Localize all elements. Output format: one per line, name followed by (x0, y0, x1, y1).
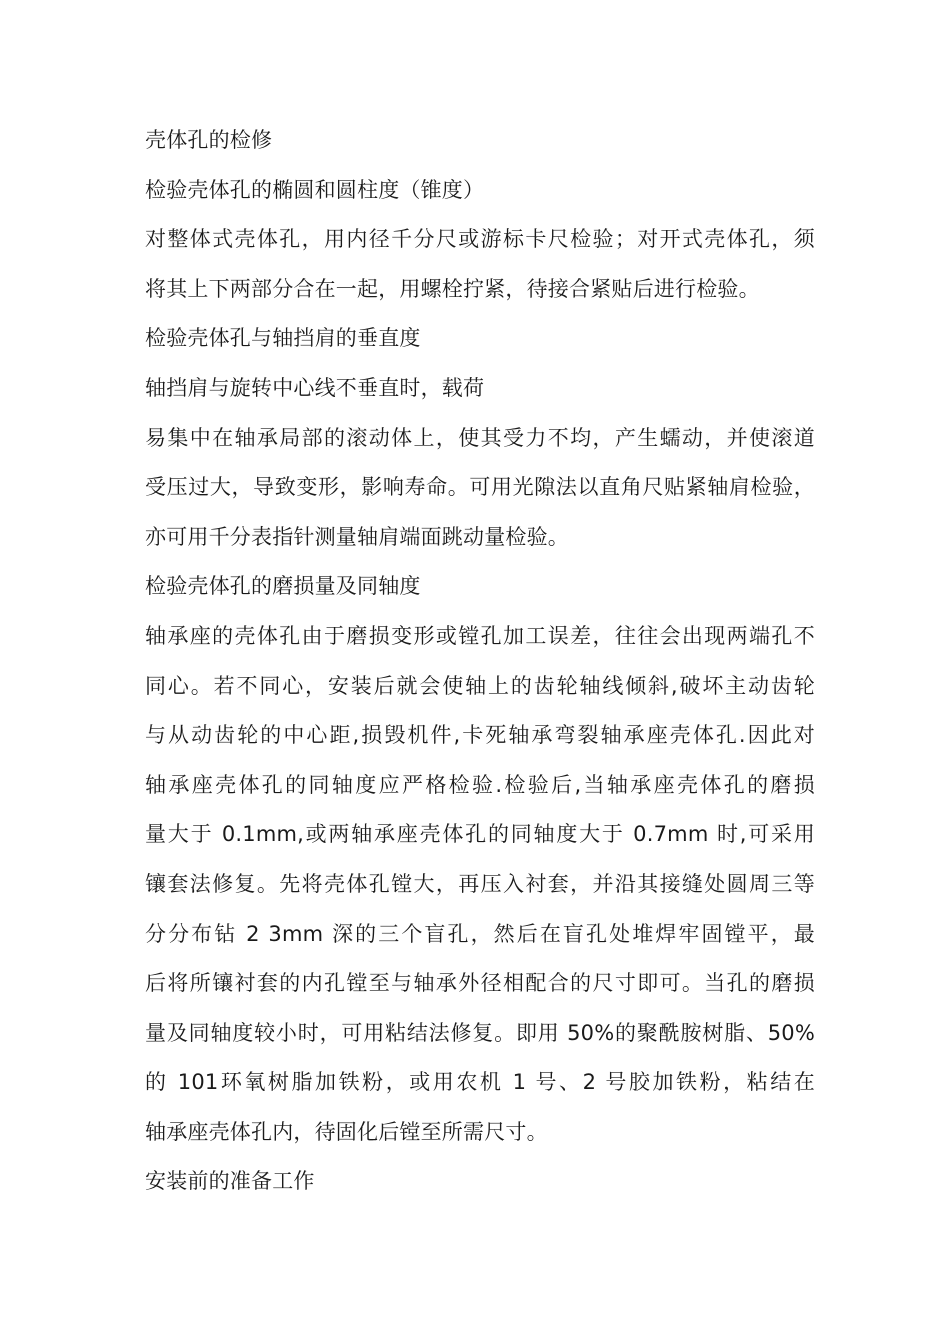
paragraph-line: 同心。若不同心，安装后就会使轴上的齿轮轴线倾斜,破坏主动齿轮 (145, 673, 815, 698)
paragraph-line: 量大于 0.1mm,或两轴承座壳体孔的同轴度大于 0.7mm 时,可采用 (145, 822, 815, 847)
paragraph-line: 的 101环氧树脂加铁粉，或用农机 1 号、2 号胶加铁粉，粘结在 (145, 1070, 815, 1095)
paragraph-line: 轴承座壳体孔的同轴度应严格检验.检验后,当轴承座壳体孔的磨损 (145, 772, 815, 797)
paragraph-line: 分分布钻 2 3mm 深的三个盲孔，然后在盲孔处堆焊牢固镗平，最 (145, 921, 815, 946)
paragraph-line: 轴挡肩与旋转中心线不垂直时，载荷 (145, 375, 485, 400)
paragraph-line: 量及同轴度较小时，可用粘结法修复。即用 50%的聚酰胺树脂、50% (145, 1020, 815, 1045)
subheading-perpendicularity: 检验壳体孔与轴挡肩的垂直度 (145, 326, 421, 351)
paragraph-line: 后将所镶衬套的内孔镗至与轴承外径相配合的尺寸即可。当孔的磨损 (145, 971, 815, 996)
paragraph-line: 轴承座壳体孔内，待固化后镗至所需尺寸。 (145, 1119, 548, 1144)
section-heading-housing-bore-repair: 壳体孔的检修 (145, 128, 273, 152)
paragraph-line: 轴承座的壳体孔由于磨损变形或镗孔加工误差，往往会出现两端孔不 (145, 623, 815, 648)
document-body (145, 116, 815, 1207)
paragraph-line: 受压过大，导致变形，影响寿命。可用光隙法以直角尺贴紧轴肩检验， (145, 475, 815, 500)
paragraph-line: 与从动齿轮的中心距,损毁机件,卡死轴承弯裂轴承座壳体孔.因此对 (145, 723, 815, 748)
paragraph-line: 对整体式壳体孔，用内径千分尺或游标卡尺检验；对开式壳体孔，须 (145, 227, 815, 252)
paragraph-line: 亦可用千分表指针测量轴肩端面跳动量检验。 (145, 524, 569, 549)
subheading-ellipticity-cylindricity: 检验壳体孔的椭圆和圆柱度（锥度） (145, 177, 485, 202)
paragraph-line: 易集中在轴承局部的滚动体上，使其受力不均，产生蠕动，并使滚道 (145, 425, 815, 450)
section-heading-pre-installation: 安装前的准备工作 (145, 1169, 315, 1194)
paragraph-line: 将其上下两部分合在一起，用螺栓拧紧，待接合紧贴后进行检验。 (145, 276, 760, 301)
paragraph-line: 镶套法修复。先将壳体孔镗大，再压入衬套，并沿其接缝处圆周三等 (145, 871, 815, 896)
subheading-wear-coaxiality: 检验壳体孔的磨损量及同轴度 (145, 574, 421, 599)
